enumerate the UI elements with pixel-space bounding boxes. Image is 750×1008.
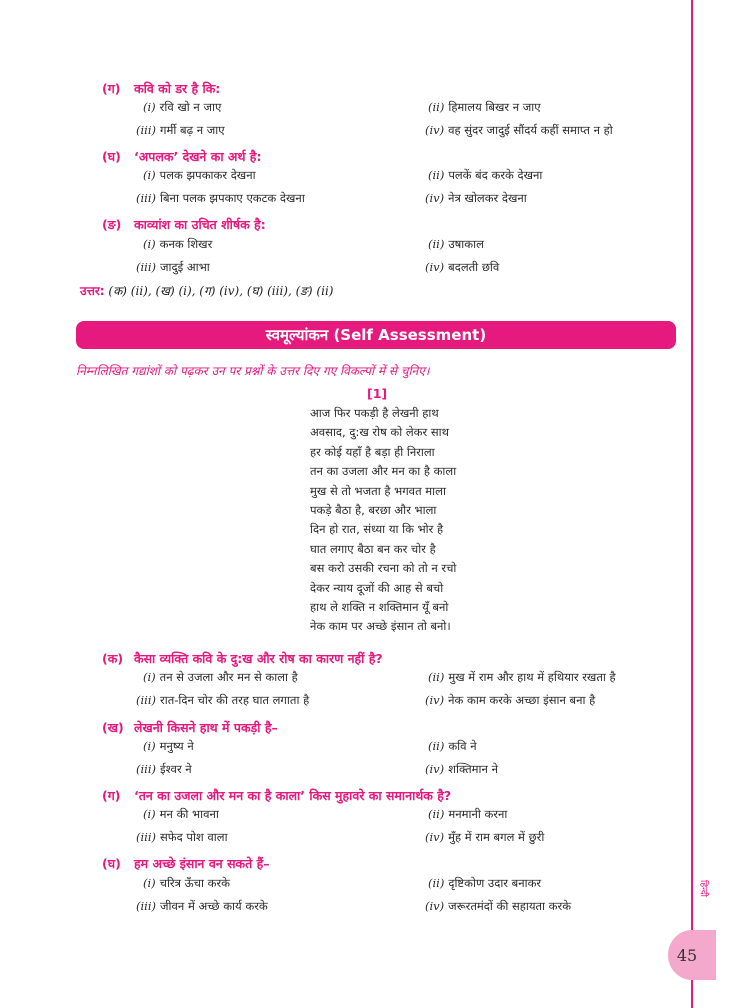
option: (iii) रात-दिन चोर की तरह घात लगाता है (136, 693, 310, 707)
option: (ii) कवि ने (428, 739, 477, 753)
question-ga-2: (ग) ‘तन का उजला और मन का है काला’ किस मुहावरे का समानार्थक है? (102, 788, 452, 803)
option: (i) कनक शिखर (143, 237, 213, 251)
section-banner: स्वमूल्यांकन (Self Assessment) (76, 321, 676, 349)
poem-line: नेक काम पर अच्छे इंसान तो बनो। (310, 619, 451, 634)
option: (ii) दृष्टिकोण उदार बनाकर (428, 876, 542, 890)
question-gha-2: (घ) हम अच्छे इंसान वन सकते हैं– (102, 856, 270, 871)
instruction: निम्नलिखित गद्यांशों को पढ़कर उन पर प्रश्नों के उत्तर दिए गए विकल्पों में से चुनिए। (76, 364, 430, 378)
question-ga: (ग) कवि को डर है कि: (102, 81, 221, 96)
option: (iv) वह सुंदर जादुई सौंदर्य कहीं समाप्त न हो (425, 123, 613, 137)
question-nga: (ङ) काव्यांश का उचित शीर्षक है: (102, 217, 266, 232)
option: (iii) जादुई आभा (136, 260, 210, 274)
poem-line: दिन हो रात, संध्या या कि भोर है (310, 522, 444, 537)
option: (iii) बिना पलक झपकाए एकटक देखना (136, 191, 305, 205)
option: (i) मन की भावना (143, 807, 219, 821)
poem-line: आज फिर पकड़ी है लेखनी हाथ (310, 406, 439, 420)
poem-line: अवसाद, दु:ख रोष को लेकर साथ (310, 425, 449, 440)
option: (i) मनुष्य ने (143, 739, 194, 753)
option: (iii) जीवन में अच्छे कार्य करके (136, 899, 268, 913)
option: (iii) गर्मी बढ़ न जाए (136, 123, 225, 137)
option: (i) पलक झपकाकर देखना (143, 168, 256, 182)
question-gha: (घ) ‘अपलक’ देखने का अर्थ है: (102, 149, 262, 164)
option: (iv) मुँह में राम बगल में छुरी (425, 830, 545, 844)
option: (i) तन से उजला और मन से काला है (143, 670, 298, 684)
poem-line: पकड़े बैठा है, बरछा और भाला (310, 503, 437, 518)
margin-rule (691, 0, 693, 1008)
option: (i) चरित्र ऊँचा करके (143, 876, 230, 890)
answer-line: उत्तर: (क) (ii), (ख) (i), (ग) (iv), (घ) (iii), (ङ) (ii) (80, 284, 334, 298)
poem-line: मुख से तो भजता है भगवत माला (310, 483, 446, 498)
option: (iv) शक्तिमान ने (425, 762, 498, 776)
running-header: हिन्दी (698, 880, 708, 898)
option: (iv) नेत्र खोलकर देखना (425, 191, 527, 205)
poem-line: हाथ ले शक्ति न शक्तिमान यूँ बनो (310, 600, 449, 615)
question-ka: (क) कैसा व्यक्ति कवि के दु:ख और रोष का कारण नहीं है? (102, 651, 383, 666)
option: (iv) नेक काम करके अच्छा इंसान बना है (425, 693, 596, 707)
poem-line: देकर न्याय दूजों की आह से बचो (310, 580, 444, 595)
poem-number: [1] (367, 386, 388, 401)
option: (ii) उषाकाल (428, 237, 484, 251)
page-number: 45 (668, 930, 716, 980)
poem-line: घात लगाए बैठा बन कर चोर है (310, 541, 436, 556)
option: (i) रवि खो न जाए (143, 100, 222, 114)
poem-line: हर कोई यहाँ है बड़ा ही निराला (310, 444, 435, 459)
poem (310, 404, 456, 637)
option: (iv) जरूरतमंदों की सहायता करके (425, 899, 572, 913)
option: (ii) पलकें बंद करके देखना (428, 168, 543, 182)
poem-line: तन का उजला और मन का है काला (310, 464, 457, 479)
option: (ii) मुख में राम और हाथ में हथियार रखता है (428, 670, 616, 684)
option: (iii) ईश्वर ने (136, 762, 192, 776)
option: (ii) मनमानी करना (428, 807, 508, 821)
option: (iii) सफेद पोश वाला (136, 830, 228, 844)
option: (iv) बदलती छवि (425, 260, 500, 274)
question-kha: (ख) लेखनी किसने हाथ में पकड़ी है– (102, 720, 278, 735)
poem-line: बस करो उसकी रचना को तो न रचो (310, 561, 457, 576)
option: (ii) हिमालय बिखर न जाए (428, 100, 541, 114)
